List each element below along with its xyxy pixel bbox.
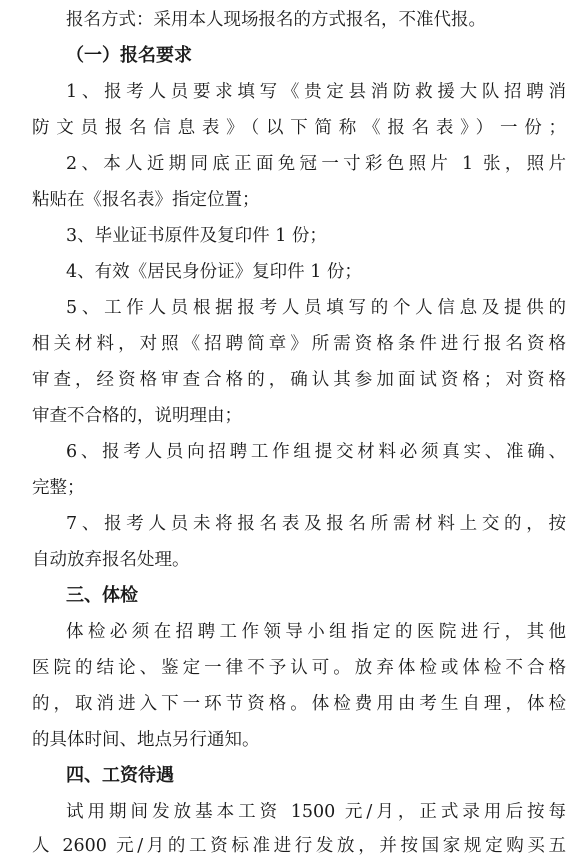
requirement-5-line-1: 5、工作人员根据报考人员填写的个人信息及提供的	[66, 298, 566, 318]
requirement-2-line-1: 2、本人近期同底正面免冠一寸彩色照片 1 张，照片	[66, 154, 566, 174]
requirement-6-line-2: 完整；	[32, 478, 85, 498]
requirement-4: 4、有效《居民身份证》复印件 1 份；	[66, 262, 362, 282]
physical-exam-line-2: 医院的结论、鉴定一律不予认可。放弃体检或体检不合格	[32, 658, 566, 678]
requirement-5-line-4: 审查不合格的，说明理由；	[32, 406, 242, 426]
physical-exam-line-1: 体检必须在招聘工作领导小组指定的医院进行，其他	[66, 622, 566, 642]
requirement-7-line-2: 自动放弃报名处理。	[32, 550, 190, 570]
requirement-7-line-1: 7、报考人员未将报名表及报名所需材料上交的，按	[66, 514, 566, 534]
salary-line-1: 试用期间发放基本工资 1500 元/月，正式录用后按每	[66, 802, 566, 822]
salary-line-2: 人 2600 元/月的工资标准进行发放，并按国家规定购买五	[32, 836, 566, 856]
requirement-6-line-1: 6、报考人员向招聘工作组提交材料必须真实、准确、	[66, 442, 566, 462]
physical-exam-line-3: 的，取消进入下一环节资格。体检费用由考生自理，体检	[32, 694, 566, 714]
registration-method-line: 报名方式：采用本人现场报名的方式报名，不准代报。	[66, 10, 486, 30]
requirement-1-line-1: 1、报考人员要求填写《贵定县消防救援大队招聘消	[66, 82, 566, 102]
requirement-1-line-2: 防文员报名信息表》（以下简称《报名表》）一份；	[32, 118, 566, 138]
section-heading-registration-requirements: （一）报名要求	[66, 45, 192, 66]
requirement-5-line-2: 相关材料，对照《招聘简章》所需资格条件进行报名资格	[32, 334, 566, 354]
requirement-3: 3、毕业证书原件及复印件 1 份；	[66, 226, 327, 246]
requirement-5-line-3: 审查，经资格审查合格的，确认其参加面试资格；对资格	[32, 370, 566, 390]
physical-exam-line-4: 的具体时间、地点另行通知。	[32, 730, 260, 750]
section-heading-physical-exam: 三、体检	[66, 585, 138, 606]
requirement-2-line-2: 粘贴在《报名表》指定位置；	[32, 190, 260, 210]
section-heading-salary: 四、工资待遇	[66, 765, 174, 786]
